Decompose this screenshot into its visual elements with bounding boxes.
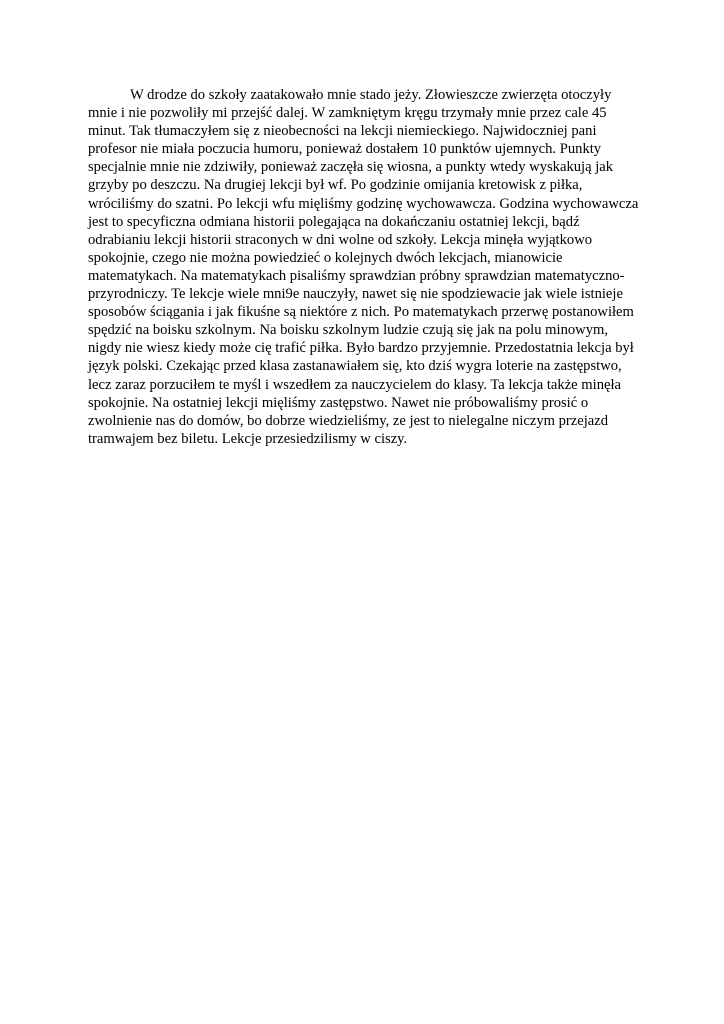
text-line: nigdy nie wiesz kiedy może cię trafić piłka. Było bardzo przyjemnie. Przedostatnia lekcja był (88, 340, 634, 357)
text-line: spokojnie, czego nie można powiedzieć o kolejnych dwóch lekcjach, mianowicie (88, 249, 563, 266)
text-line: spędzić na boisku szkolnym. Na boisku szkolnym ludzie czują się jak na polu minowym, (88, 322, 609, 339)
text-line: zwolnienie nas do domów, bo dobrze wiedzieliśmy, ze jest to nielegalne niczym przejazd (88, 412, 609, 429)
text-line: tramwajem bez biletu. Lekcje przesiedzilismy w ciszy. (88, 430, 408, 447)
text-line: specjalnie mnie nie zdziwiły, ponieważ zaczęła się wiosna, a punkty wtedy wyskakują jak (88, 159, 614, 176)
text-line: minut. Tak tłumaczyłem się z nieobecności na lekcji niemieckiego. Najwidoczniej pani (88, 123, 597, 140)
text-line: W drodze do szkoły zaatakowało mnie stado jeży. Złowieszcze zwierzęta otoczyły (130, 87, 612, 103)
text-line: lecz zaraz porzuciłem te myśl i wszedłem za nauczycielem do klasy. Ta lekcja także minęła (88, 376, 622, 393)
text-line: matematykach. Na matematykach pisaliśmy sprawdzian próbny sprawdzian matematyczno- (88, 267, 625, 284)
text-line: jest to specyficzna odmiana historii polegająca na dokańczaniu ostatniej lekcji, bądź (88, 213, 580, 230)
text-line: odrabianiu lekcji historii straconych w dni wolne od szkoły. Lekcja minęła wyjątkowo (88, 231, 593, 248)
text-line: profesor nie miała poczucia humoru, ponieważ dostałem 10 punktów ujemnych. Punkty (88, 141, 602, 158)
text-line: język polski. Czekając przed klasa zastanawiałem się, kto dziś wygra loterie na zastępstwo, (88, 358, 622, 375)
text-line: sposobów ściągania i jak fikuśne są niektóre z nich. Po matematykach przerwę postanowiłem (88, 304, 634, 321)
text-line: grzyby po deszczu. Na drugiej lekcji był wf. Po godzinie omijania kretowisk z piłka, (88, 177, 583, 194)
paragraph (88, 86, 648, 448)
text-line: spokojnie. Na ostatniej lekcji mięliśmy zastępstwo. Nawet nie próbowaliśmy prosić o (88, 394, 589, 411)
text-line: mnie i nie pozwoliły mi przejść dalej. W zamkniętym kręgu trzymały mnie przez cale 45 (88, 105, 607, 122)
text-line: przyrodniczy. Te lekcje wiele mni9e nauczyły, nawet się nie spodziewacie jak wiele istnieje (88, 286, 623, 303)
text-line: wróciliśmy do szatni. Po lekcji wfu mięliśmy godzinę wychowawcza. Godzina wychowawcza (88, 195, 639, 212)
